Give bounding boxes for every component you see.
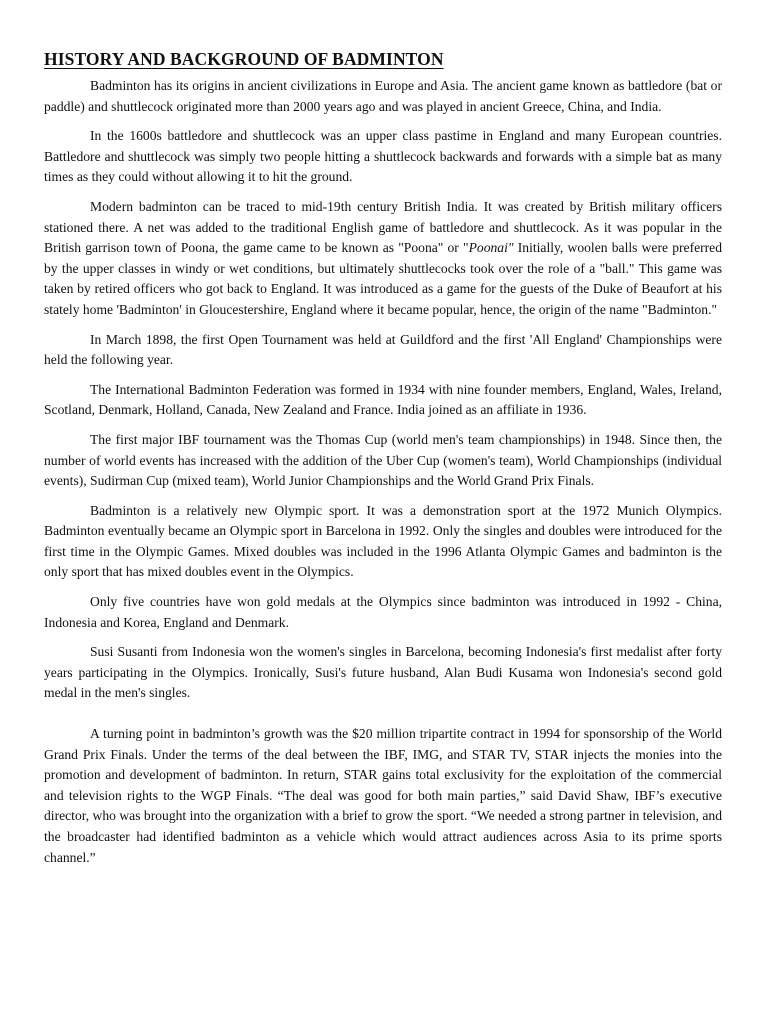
paragraph-origins: Badminton has its origins in ancient civilizations in Europe and Asia. The ancient game known as battledore (bat or paddle) and shuttlecock originated more than 2000 years ago and was played in ancient Greece, China, and India. <box>44 78 722 114</box>
paragraph-1898-tournament: In March 1898, the first Open Tournament was held at Guildford and the first 'All England' Championships were held the following year. <box>44 331 722 368</box>
paragraph-olympic-sport: Badminton is a relatively new Olympic sport. It was a demonstration sport at the 1972 Munich Olympics. Badminton eventually became an Olympic sport in Barcelona in 1992. Only the singles and doubles were introduced for the first time in the Olympic Games. Mixed doubles was included in the 1996 Atlanta Olympic Games and badminton is the only sport that has mixed doubles event in the Olympics. <box>44 502 722 580</box>
paragraph-susi-susanti: Susi Susanti from Indonesia won the women's singles in Barcelona, becoming Indonesia's first medalist after forty years participating in the Olympics. Ironically, Susi's future husband, Alan Budi Kusama won Indonesia's second gold medal in the men's singles. <box>44 644 722 701</box>
paragraph-ibf-formation: The International Badminton Federation was formed in 1934 with nine founder members, England, Wales, Ireland, Scotland, Denmark, Holland, Canada, New Zealand and France. India joined as an affiliate in 1936. <box>44 381 722 418</box>
paragraph-modern-text-after: Initially, woolen balls were preferred by the upper classes in windy or wet conditions, but ultimately shuttlecocks took over the role of a "ball." This game was taken by retired officers who got back to England. It was introduced as a game for the guests of the Duke of Beaufort at his stately home 'Badminton' in Gloucestershire, England where it became popular, hence, the origin of the name "Badminton." <box>44 240 723 317</box>
paragraph-turning-point: A turning point in badminton’s growth was the $20 million tripartite contract in 1994 for sponsorship of the World Grand Prix Finals. Under the terms of the deal between the IBF, IMG, and STAR TV, STAR injects the monies into the promotion and development of badminton. In return, STAR gains total exclusivity for the exploitation of the commercial and television rights to the WGP Finals. “The deal was good for both main parties,” said David Shaw, IBF’s executive director, who was brought into the organization with a brief to grow the sport. “We needed a strong partner in television, and the broadcaster had identified badminton as a vehicle which would attract audiences across Asia to its prime sports channel.” <box>44 726 722 865</box>
paragraph-gold-medal-countries: Only five countries have won gold medals at the Olympics since badminton was introduced in 1992 - China, Indonesia and Korea, England and Denmark. <box>44 594 722 630</box>
document-title: HISTORY AND BACKGROUND OF BADMINTON <box>44 49 444 69</box>
paragraph-1600s: In the 1600s battledore and shuttlecock was an upper class pastime in England and many European countries. Battledore and shuttlecock was simply two people hitting a shuttlecock backwards and forwards with a simple bat as many times as they could without allowing it to hit the ground. <box>44 128 722 185</box>
paragraph-thomas-cup: The first major IBF tournament was the Thomas Cup (world men's team championships) in 1948. Since then, the number of world events has increased with the addition of the Uber Cup (women's team), World Championships (individual events), Sudirman Cup (mixed team), World Junior Championships and the World Grand Prix Finals. <box>44 431 722 489</box>
paragraph-modern-text-before: Modern badminton can be traced to mid-19th century British India. It was created by British military officers stationed there. A net was added to the traditional English game of battledore and shuttlecock. As it was popular in the British garrison town of Poona, the game came to be known as "Poona" or " <box>44 198 722 256</box>
paragraph-modern-italic-poonai: Poonai" <box>468 240 514 256</box>
paragraph-modern-badminton <box>44 197 722 321</box>
document-page <box>44 48 722 877</box>
